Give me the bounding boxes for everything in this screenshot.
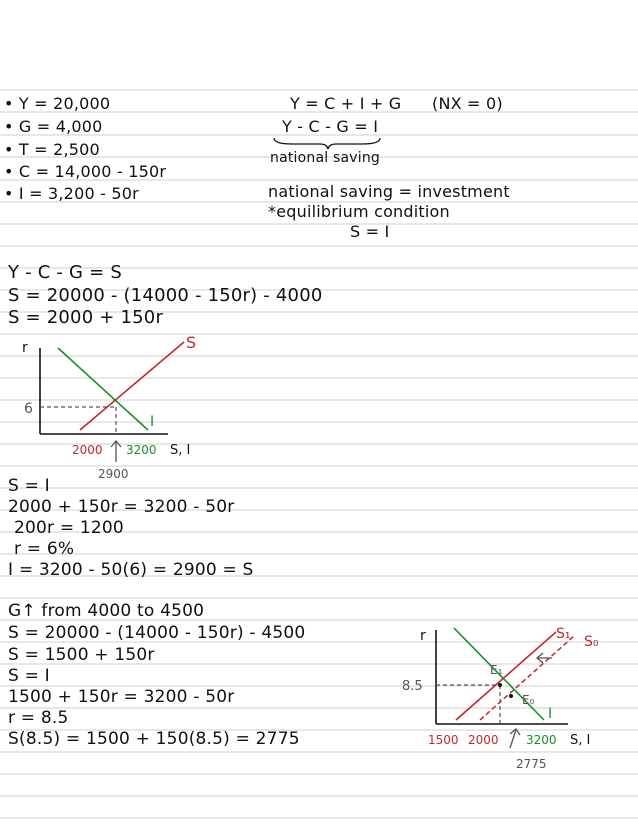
solve1-line5: I = 3200 - 50(6) = 2900 = S bbox=[8, 560, 254, 580]
given-i: • I = 3,200 - 50r bbox=[4, 184, 139, 203]
part1-line1: Y - C - G = S bbox=[8, 262, 122, 283]
graph1-x-2000: 2000 bbox=[72, 443, 103, 457]
given-t: • T = 2,500 bbox=[4, 140, 100, 159]
identity-eq3: national saving = investment bbox=[268, 182, 510, 201]
part2-line3: S = 1500 + 150r bbox=[8, 645, 155, 665]
given-y: • Y = 20,000 bbox=[4, 94, 111, 113]
graph2-point-e1 bbox=[498, 683, 502, 687]
graph2-x-eq: 2775 bbox=[516, 757, 547, 771]
graph1-i-label: I bbox=[150, 414, 155, 430]
given-c: • C = 14,000 - 150r bbox=[4, 162, 167, 181]
part2-line1: G↑ from 4000 to 4500 bbox=[8, 601, 205, 621]
part2-line4: S = I bbox=[8, 666, 50, 686]
part2-line6: r = 8.5 bbox=[8, 708, 69, 728]
identity-eq4: *equilibrium condition bbox=[268, 202, 450, 221]
graph2-x-2000: 2000 bbox=[468, 733, 499, 747]
solve1-line2: 2000 + 150r = 3200 - 50r bbox=[8, 497, 235, 517]
graph2-left-arrow-icon bbox=[537, 653, 552, 663]
graph1-x-label: S, I bbox=[170, 443, 191, 458]
underbrace bbox=[272, 136, 382, 150]
graph2-s0-curve bbox=[480, 636, 574, 720]
graph1-s-label: S bbox=[186, 333, 197, 352]
part2-line7: S(8.5) = 1500 + 150(8.5) = 2775 bbox=[8, 729, 300, 749]
part2-line2: S = 20000 - (14000 - 150r) - 4500 bbox=[8, 623, 306, 643]
graph2-y-label: r bbox=[420, 628, 426, 644]
graph2-x-1500: 1500 bbox=[428, 733, 459, 747]
graph2-i-label: I bbox=[548, 706, 553, 722]
graph1-x-eq: 2900 bbox=[98, 467, 129, 481]
graph2-up-arrow-icon bbox=[510, 729, 520, 748]
given-g: • G = 4,000 bbox=[4, 117, 103, 136]
national-saving-label: national saving bbox=[270, 150, 380, 166]
identity-eq2: Y - C - G = I bbox=[282, 117, 379, 136]
graph2-x-3200: 3200 bbox=[526, 733, 557, 747]
graph2-r-value: 8.5 bbox=[402, 679, 423, 694]
part1-line3: S = 2000 + 150r bbox=[8, 307, 164, 328]
solve1-line3: 200r = 1200 bbox=[14, 518, 124, 538]
graph1-r-value: 6 bbox=[24, 401, 33, 417]
graph-1 bbox=[0, 330, 220, 490]
graph2-e0-label: E₀ bbox=[522, 693, 535, 707]
graph1-y-label: r bbox=[22, 340, 28, 356]
part2-line5: 1500 + 150r = 3200 - 50r bbox=[8, 687, 235, 707]
graph2-e1-label: E₁ bbox=[490, 663, 503, 677]
solve1-line1: S = I bbox=[8, 476, 50, 496]
graph-2 bbox=[398, 618, 634, 778]
graph2-s0-label: S₀ bbox=[584, 634, 599, 650]
graph1-up-arrow-icon bbox=[111, 441, 121, 462]
graph1-x-3200: 3200 bbox=[126, 443, 157, 457]
identity-nx: (NX = 0) bbox=[432, 94, 503, 113]
identity-eq5: S = I bbox=[350, 222, 390, 241]
graph2-x-label: S, I bbox=[570, 733, 591, 748]
part1-line2: S = 20000 - (14000 - 150r) - 4000 bbox=[8, 285, 323, 306]
solve1-line4: r = 6% bbox=[14, 539, 75, 559]
graph1-saving-curve bbox=[80, 342, 184, 430]
graph2-point-e0 bbox=[509, 694, 513, 698]
graph1-investment-curve bbox=[58, 348, 148, 430]
identity-eq1: Y = C + I + G bbox=[290, 94, 402, 113]
graph2-s1-label: S₁ bbox=[556, 626, 571, 642]
